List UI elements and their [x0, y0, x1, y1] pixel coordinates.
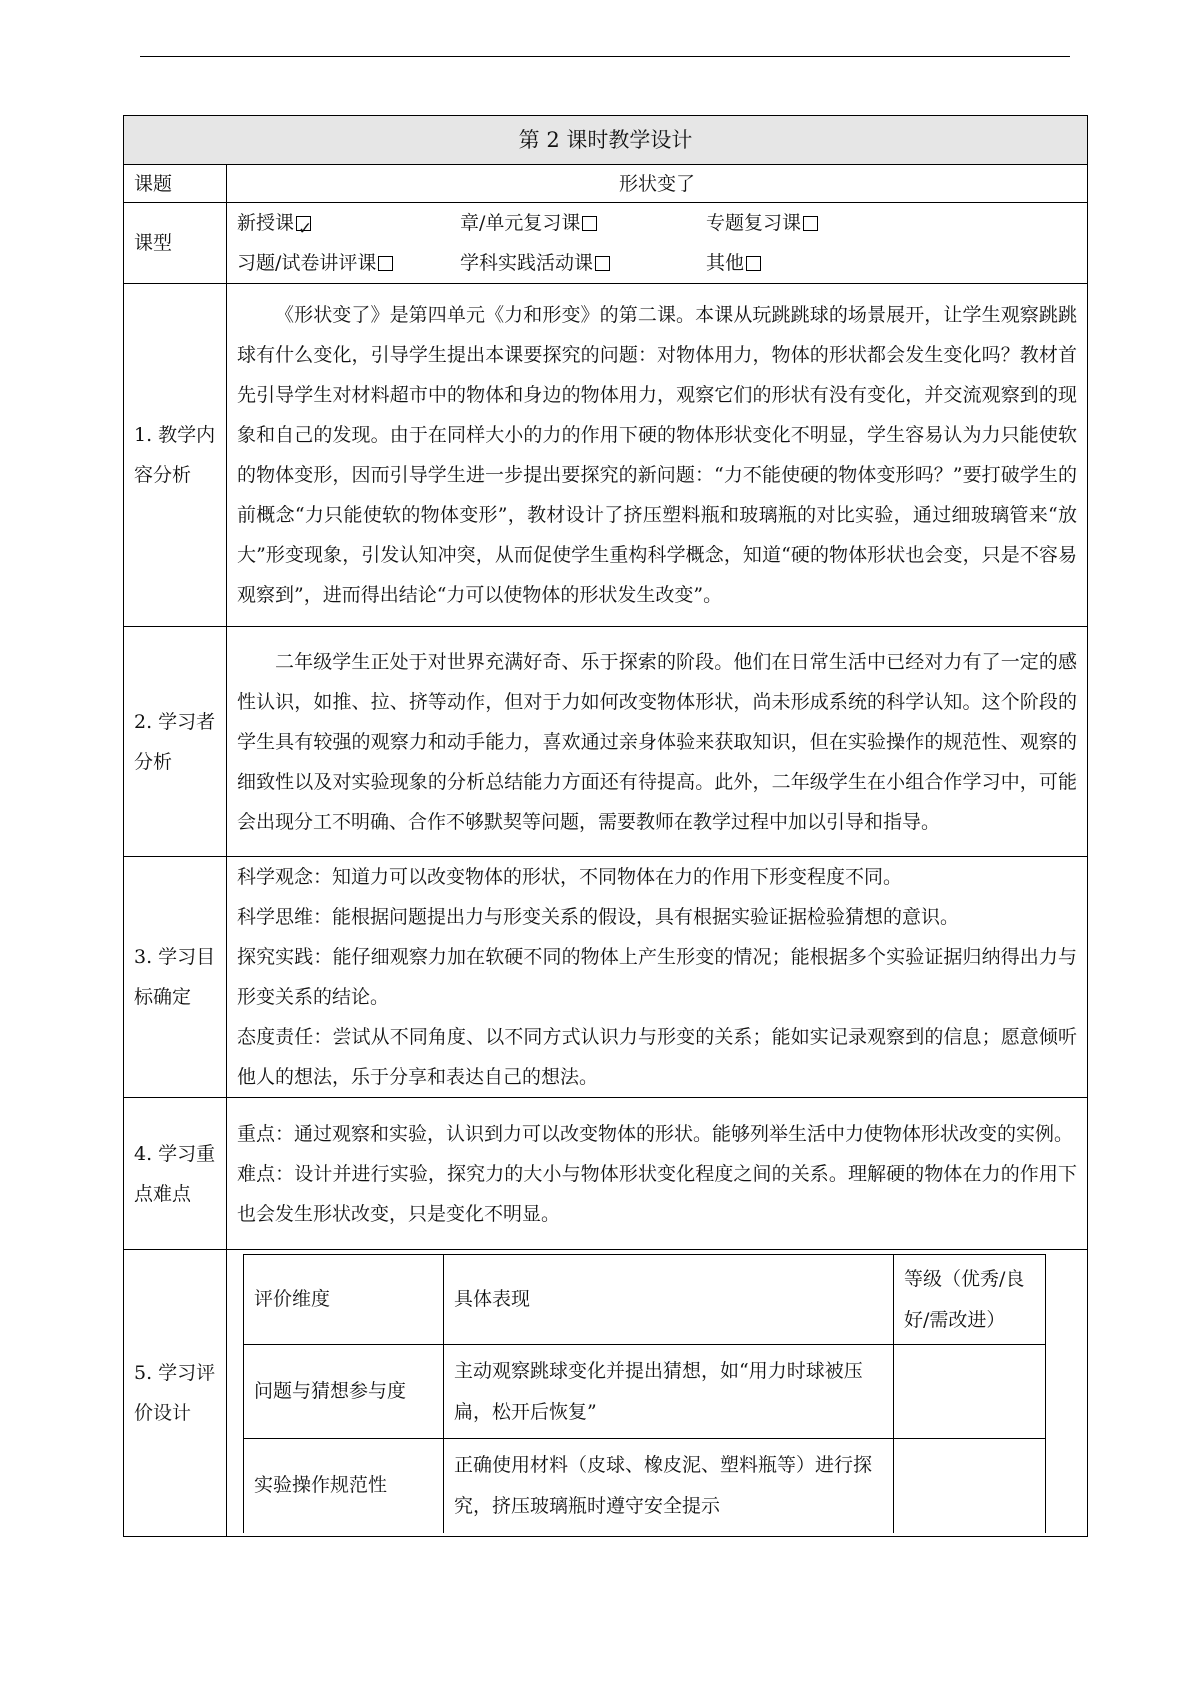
- learner-analysis-cell: [227, 627, 1088, 857]
- checkbox-icon: [582, 216, 597, 231]
- objective-item: 科学观念：知道力可以改变物体的形状，不同物体在力的作用下形变程度不同。: [237, 866, 903, 888]
- lesson-type-options: [227, 203, 1088, 284]
- lesson-type-option-label: 章/单元复习课: [460, 212, 581, 234]
- lesson-type-option-label: 习题/试卷讲评课: [237, 252, 377, 274]
- evaluation-table: [243, 1254, 1046, 1533]
- key-points-cell: [227, 1098, 1088, 1250]
- table-row: [244, 1345, 1046, 1439]
- lesson-type-option: [237, 243, 460, 283]
- key-points-label: 4. 学习重点难点: [124, 1098, 227, 1250]
- eval-header-grade: 等级（优秀/良好/需改进）: [894, 1255, 1046, 1345]
- table-title: 第 2 课时教学设计: [124, 116, 1088, 165]
- eval-dimension: 实验操作规范性: [244, 1439, 444, 1533]
- objectives-label: 3. 学习目标确定: [124, 857, 227, 1098]
- content-analysis-text: 《形状变了》是第四单元《力和形变》的第二课。本课从玩跳跳球的场景展开，让学生观察跳跳球有什么变化，引导学生提出本课要探究的问题：对物体用力，物体的形状都会发生变化吗？教材首先引导学生对材料超市中的物体和身边的物体用力，观察它们的形状有没有变化，并交流观察到的现象和自己的发现。由于在同样大小的力的作用下硬的物体形状变化不明显，学生容易认为力只能使软的物体变形，因而引导学生进一步提出要探究的新问题：“力不能使硬的物体变形吗？”要打破学生的前概念“力只能使软的物体变形”，教材设计了挤压塑料瓶和玻璃瓶的对比实验，通过细玻璃管来“放大”形变现象，引发认知冲突，从而促使学生重构科学概念，知道“硬的物体形状也会变，只是不容易观察到”，进而得出结论“力可以使物体的形状发生改变”。: [237, 304, 1077, 606]
- key-point-item: 重点：通过观察和实验，认识到力可以改变物体的形状。能够列举生活中力使物体形状改变的实例。: [237, 1122, 1074, 1145]
- eval-header-detail: 具体表现: [444, 1255, 894, 1345]
- eval-dimension: 问题与猜想参与度: [244, 1345, 444, 1439]
- eval-detail: 正确使用材料（皮球、橡皮泥、塑料瓶等）进行探究，挤压玻璃瓶时遵守安全提示: [444, 1439, 894, 1533]
- lesson-type-option-label: 其他: [706, 252, 745, 274]
- eval-detail: 主动观察跳球变化并提出猜想，如“用力时球被压扁，松开后恢复”: [444, 1345, 894, 1439]
- evaluation-label: 5. 学习评价设计: [124, 1250, 227, 1537]
- eval-grade: [894, 1345, 1046, 1439]
- evaluation-cell: [227, 1250, 1088, 1537]
- objective-item: 科学思维：能根据问题提出力与形变关系的假设，具有根据实验证据检验猜想的意识。: [237, 906, 960, 928]
- content-analysis-label: 1. 教学内容分析: [124, 284, 227, 627]
- key-point-item: 难点：设计并进行实验，探究力的大小与物体形状变化程度之间的关系。理解硬的物体在力的作用下也会发生形状改变，只是变化不明显。: [237, 1162, 1077, 1225]
- objective-item: 探究实践：能仔细观察力加在软硬不同的物体上产生形变的情况；能根据多个实验证据归纳得出力与形变关系的结论。: [237, 946, 1077, 1008]
- lesson-type-option: [237, 203, 460, 243]
- lesson-type-option: [706, 243, 1077, 283]
- checkbox-icon: [803, 216, 818, 231]
- objectives-cell: [227, 857, 1088, 1098]
- checkbox-icon: [378, 256, 393, 271]
- checkbox-icon: [595, 256, 610, 271]
- lesson-design-table: [123, 115, 1088, 1537]
- topic-value: 形状变了: [227, 165, 1088, 203]
- lesson-type-option: [460, 203, 706, 243]
- lesson-type-option-label: 学科实践活动课: [460, 252, 594, 274]
- lesson-type-option: [460, 243, 706, 283]
- checked-checkbox-icon: [296, 216, 311, 231]
- learner-analysis-label: 2. 学习者分析: [124, 627, 227, 857]
- topic-label: 课题: [124, 165, 227, 203]
- lesson-type-option-label: 新授课: [237, 212, 295, 234]
- lesson-type-option: [706, 203, 1077, 243]
- lesson-type-option-label: 专题复习课: [706, 212, 802, 234]
- eval-header-dimension: 评价维度: [244, 1255, 444, 1345]
- checkbox-icon: [746, 256, 761, 271]
- eval-grade: [894, 1439, 1046, 1533]
- objective-item: 态度责任：尝试从不同角度、以不同方式认识力与形变的关系；能如实记录观察到的信息；愿意倾听他人的想法，乐于分享和表达自己的想法。: [237, 1026, 1077, 1088]
- learner-analysis-text: 二年级学生正处于对世界充满好奇、乐于探索的阶段。他们在日常生活中已经对力有了一定的感性认识，如推、拉、挤等动作，但对于力如何改变物体形状，尚未形成系统的科学认知。这个阶段的学生具有较强的观察力和动手能力，喜欢通过亲身体验来获取知识，但在实验操作的规范性、观察的细致性以及对实验现象的分析总结能力方面还有待提高。此外，二年级学生在小组合作学习中，可能会出现分工不明确、合作不够默契等问题，需要教师在教学过程中加以引导和指导。: [237, 650, 1077, 833]
- content-analysis-cell: [227, 284, 1088, 627]
- page-header-rule: [140, 56, 1070, 57]
- lesson-type-label: 课型: [124, 203, 227, 284]
- table-row: [244, 1439, 1046, 1533]
